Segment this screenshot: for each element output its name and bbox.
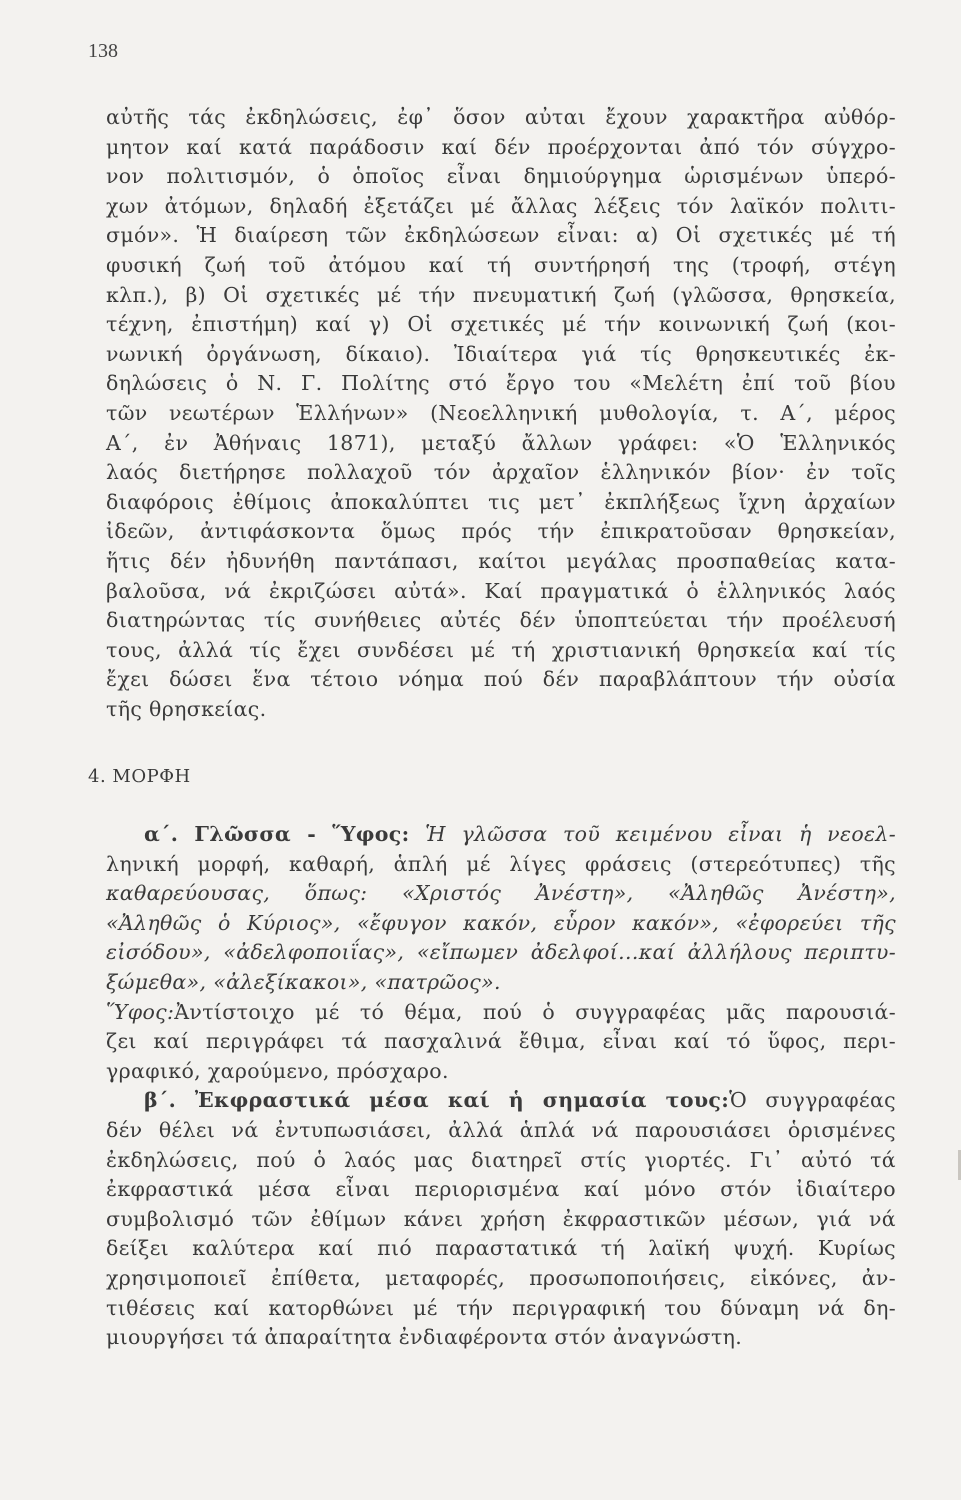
- hyphos-label: Ὕφος:: [106, 999, 175, 1024]
- text-line: δηλώσεις ὁ Ν. Γ. Πολίτης στό ἔργο του «Μελέτη ἐπί τοῦ βίου: [106, 371, 896, 396]
- text-line: ληνική μορφή, καθαρή, ἁπλή μέ λίγες φράσεις (στερεότυπες) τῆς: [106, 851, 896, 876]
- text-line: τους, ἀλλά τίς ἔχει συνδέσει μέ τή χριστιανική θρησκεία καί τίς: [106, 637, 896, 662]
- text-line: ἔχει δώσει ἕνα τέτοιο νόημα πού δέν παραβλάπτουν τήν οὐσία: [106, 667, 896, 692]
- paragraph-main: [106, 103, 896, 724]
- subsection-a-marker: α΄. Γλῶσσα - Ὕφος:: [144, 822, 410, 846]
- text-line: [106, 1086, 896, 1116]
- page-number: 138: [88, 40, 118, 62]
- text-line: νωνική ὀργάνωση, δίκαιο). Ἰδιαίτερα γιά τίς θρησκευτικές ἐκ-: [106, 341, 896, 366]
- text-line: καθαρεύουσας, ὅπως: «Χριστός Ἀνέστη», «Ἀληθῶς Ἀνέστη»,: [106, 881, 896, 906]
- text-line: ἰδεῶν, ἀντιφάσκοντα ὅμως πρός τήν ἐπικρατοῦσαν θρησκείαν,: [106, 519, 896, 544]
- text-line: εἰσόδου», «ἀδελφοποιΐας», «εἴπωμεν ἀδελφοί...καί ἀλλήλους περιπτυ-: [106, 940, 896, 965]
- text-line: διαφόροις ἐθίμοις ἀποκαλύπτει τις μετ᾽ ἐκπλήξεως ἴχνη ἀρχαίων: [106, 489, 896, 514]
- text-line: τῶν νεωτέρων Ἑλλήνων» (Νεοελληνική μυθολογία, τ. Α΄, μέρος: [106, 400, 896, 425]
- text-line: [106, 998, 896, 1028]
- text-line: αὐτῆς τάς ἐκδηλώσεις, ἐφ᾽ ὅσον αὐται ἔχουν χαρακτῆρα αὐθόρ-: [106, 105, 896, 129]
- text-line: ἐκδηλώσεις, πού ὁ λαός μας διατηρεῖ στίς γιορτές. Γι᾽ αὐτό τά: [106, 1147, 896, 1172]
- text-line: ἥτις δέν ἠδυνήθη παντάπασι, καίτοι μεγάλας προσπαθείας κατα-: [106, 548, 896, 573]
- text-fragment: Ἀντίστοιχο μέ τό θέμα, πού ὁ συγγραφέας μᾶς παρουσιά-: [174, 999, 896, 1024]
- text-line: φυσική ζωή τοῦ ἀτόμου καί τή συντήρησή της (τροφή, στέγη: [106, 252, 896, 277]
- text-line: [106, 820, 896, 850]
- text-line: συμβολισμό τῶν ἐθίμων κάνει χρήση ἐκφραστικῶν μέσων, γιά νά: [106, 1206, 896, 1231]
- text-line: «Ἀληθῶς ὁ Κύριος», «ἔφυγον κακόν, εὗρον κακόν», «ἐφορεύει τῆς: [106, 910, 896, 935]
- text-line: τέχνη, ἐπιστήμη) καί γ) Οἱ σχετικές μέ τήν κοινωνική ζωή (κοι-: [106, 312, 896, 337]
- section-heading: 4. ΜΟΡΦΗ: [88, 766, 191, 787]
- text-line: χων ἀτόμων, δηλαδή ἐξετάζει μέ ἄλλας λέξεις τόν λαϊκόν πολιτι-: [106, 193, 896, 218]
- text-line: χρησιμοποιεῖ ἐπίθετα, μεταφορές, προσωποποιήσεις, εἰκόνες, ἀν-: [106, 1265, 896, 1290]
- text-line: βαλοῦσα, νά ἐκριζώσει αὐτά». Καί πραγματικά ὁ ἑλληνικός λαός: [106, 578, 896, 603]
- text-line: τῆς θρησκείας.: [106, 696, 267, 721]
- text-line: ζει καί περιγράφει τά πασχαλινά ἔθιμα, εἶναι καί τό ὕφος, περι-: [106, 1029, 896, 1054]
- subsection-b-marker: β΄. Ἐκφραστικά μέσα καί ἡ σημασία τους:: [144, 1088, 730, 1113]
- text-line: ξώμεθα», «ἀλεξίκακοι», «πατρῶος».: [106, 969, 501, 994]
- text-fragment: Ἡ γλῶσσα τοῦ κειμένου εἶναι ἡ νεοελ-: [425, 822, 897, 846]
- text-fragment: Ὁ συγγραφέας: [729, 1088, 896, 1113]
- text-line: τιθέσεις καί κατορθώνει μέ τήν περιγραφική του δύναμη νά δη-: [106, 1295, 896, 1320]
- text-line: κλπ.), β) Οἱ σχετικές μέ τήν πνευματική ζωή (γλῶσσα, θρησκεία,: [106, 282, 896, 307]
- text-line: ἐκφραστικά μέσα εἶναι περιορισμένα καί μόνο στόν ἰδιαίτερο: [106, 1177, 896, 1202]
- text-line: λαός διετήρησε πολλαχοῦ τόν ἀρχαῖον ἑλληνικόν βίον· ἐν τοῖς: [106, 460, 896, 485]
- text-line: Α΄, ἐν Ἀθήναις 1871), μεταξύ ἄλλων γράφει: «Ὁ Ἑλληνικός: [106, 430, 896, 455]
- text-line: δείξει καλύτερα καί πιό παραστατικά τή λαϊκή ψυχή. Κυρίως: [106, 1236, 896, 1261]
- text-line: μιουργήσει τά ἀπαραίτητα ἐνδιαφέροντα στόν ἀναγνώστη.: [106, 1325, 743, 1350]
- paragraph-form: [106, 820, 896, 1353]
- text-line: δέν θέλει νά ἐντυπωσιάσει, ἀλλά ἁπλά νά παρουσιάσει ὁρισμένες: [106, 1117, 896, 1142]
- text-line: διατηρώντας τίς συνήθειες αὐτές δέν ὑποπτεύεται τήν προέλευσή: [106, 608, 896, 633]
- text-line: σμόν». Ἡ διαίρεση τῶν ἐκδηλώσεων εἶναι: α) Οἱ σχετικές μέ τή: [106, 223, 896, 248]
- text-line: γραφικό, χαρούμενο, πρόσχαρο.: [106, 1058, 449, 1083]
- text-line: νον πολιτισμόν, ὁ ὁποῖος εἶναι δημιούργημα ὡρισμένων ὑπερό-: [106, 164, 896, 189]
- text-line: μητον καί κατά παράδοσιν καί δέν προέρχονται ἀπό τόν σύγχρο-: [106, 134, 896, 159]
